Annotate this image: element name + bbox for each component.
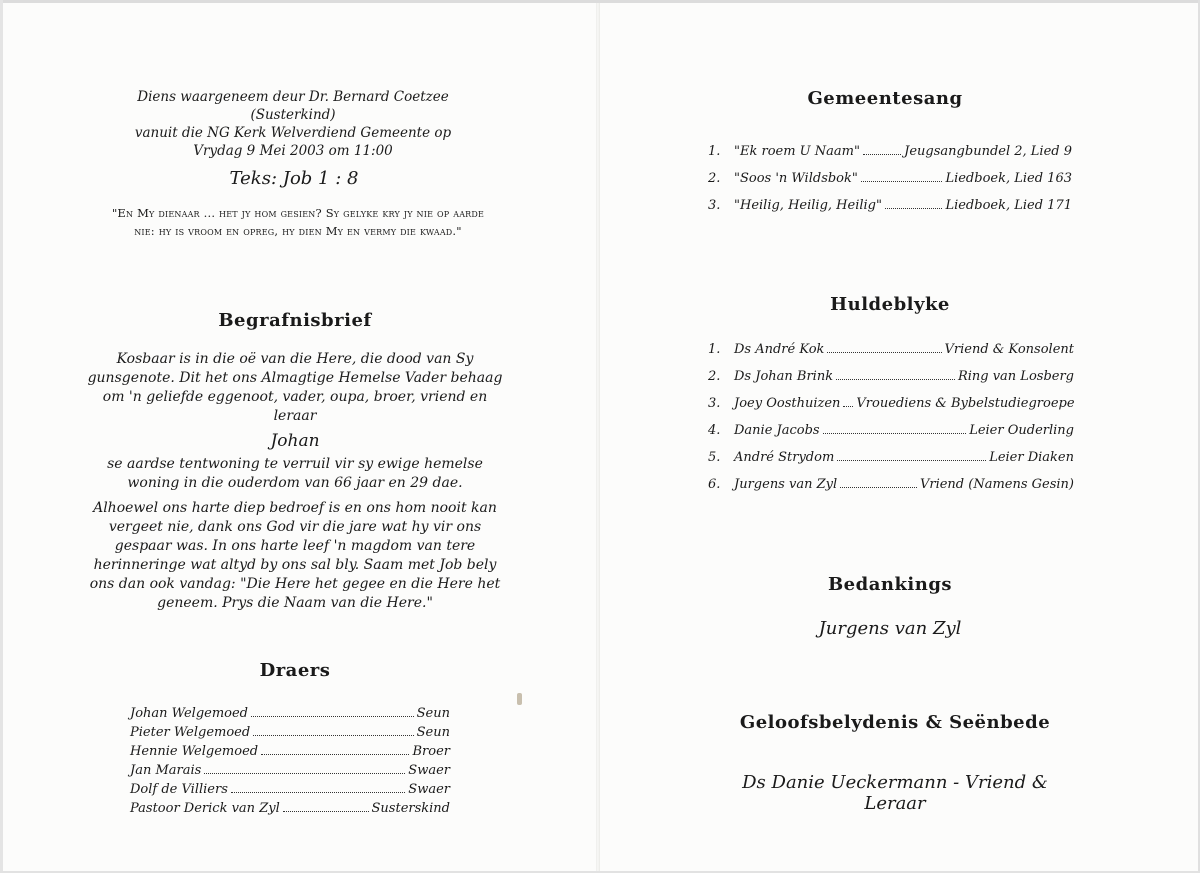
item-number: 3. [708, 396, 721, 411]
geloofsbelydenis-leader: Ds Danie Ueckermann - Vriend & Leraar [742, 772, 1048, 814]
tribute-name: André Strydom [734, 450, 835, 465]
list-item [708, 471, 1074, 498]
hymn-title: "Ek roem U Naam" [734, 144, 860, 159]
list-item [708, 192, 1072, 219]
list-item [708, 165, 1072, 192]
tribute-name: Jurgens van Zyl [734, 477, 838, 492]
scripture-verse: "En My dienaar ... het jy hom gesien? Sy gelyke kry jy nie op aarde nie: hy is vroom en opreg, hy dien My en vermy die kwaad." [111, 206, 485, 238]
bedankings-name: Jurgens van Zyl [818, 618, 962, 639]
hymn-source: Liedboek, Lied 163 [945, 171, 1072, 186]
draer-relation: Susterskind [371, 801, 450, 817]
item-number: 4. [708, 423, 721, 438]
draer-relation: Swaer [408, 782, 450, 798]
dot-leader [836, 367, 955, 380]
draer-name: Pastoor Derick van Zyl [130, 801, 280, 817]
list-item [708, 336, 1074, 363]
tribute-role: Vrouediens & Bybelstudiegroepe [856, 396, 1075, 411]
item-number: 5. [708, 450, 721, 465]
item-number: 2. [708, 369, 721, 384]
list-item [708, 390, 1074, 417]
draers-heading: Draers [259, 660, 331, 681]
item-number: 1. [708, 342, 721, 357]
tribute-role: Vriend (Namens Gesin) [919, 477, 1074, 492]
tribute-list [708, 336, 1074, 498]
begrafnisbrief-text [80, 350, 510, 619]
tribute-name: Joey Oosthuizen [734, 396, 841, 411]
dot-leader [843, 394, 853, 407]
dot-leader [251, 704, 414, 717]
hymn-list [708, 138, 1072, 219]
dot-leader [840, 475, 917, 488]
tribute-role: Ring van Losberg [957, 369, 1074, 384]
draer-name: Pieter Welgemoed [130, 724, 251, 740]
tribute-name: Danie Jacobs [734, 423, 820, 438]
list-item [130, 780, 450, 799]
scan-edge-top [0, 0, 1200, 3]
draer-name: Hennie Welgemoed [130, 743, 259, 759]
hymn-title: "Heilig, Heilig, Heilig" [734, 198, 882, 213]
scripture-reference: Teks: Job 1 : 8 [229, 168, 359, 189]
tribute-name: Ds Johan Brink [734, 369, 834, 384]
item-number: 2. [708, 171, 721, 186]
item-number: 1. [708, 144, 721, 159]
dot-leader [861, 169, 943, 182]
dot-leader [261, 742, 409, 755]
list-item [708, 138, 1072, 165]
huldeblyke-heading: Huldeblyke [830, 294, 950, 315]
list-item [130, 761, 450, 780]
dot-leader [231, 780, 405, 793]
begrafnisbrief-heading: Begrafnisbrief [218, 310, 372, 331]
dot-leader [253, 723, 413, 736]
list-item [708, 417, 1074, 444]
geloofsbelydenis-heading: Geloofsbelydenis & Seënbede [739, 712, 1051, 733]
service-line-1: Diens waargeneem deur Dr. Bernard Coetzee (Susterkind) [137, 89, 449, 123]
paper-mark [517, 693, 522, 705]
draer-relation: Seun [416, 724, 450, 740]
begrafnisbrief-paragraph-3: Alhoewel ons harte diep bedroef is en ons hom nooit kan vergeet nie, dank ons God vir die jare wat hy vir ons gespaar was. In ons harte leef 'n magdom van tere herinneringe wat altyd by ons sal bly. Saam met Job bely ons dan ook vandag: "Die Here het gegee en die Here het geneem. Prys die Naam van die Here." [89, 500, 501, 611]
item-number: 3. [708, 198, 721, 213]
tribute-role: Leier Diaken [989, 450, 1074, 465]
bedankings-heading: Bedankings [827, 574, 953, 595]
hymn-source: Jeugsangbundel 2, Lied 9 [904, 144, 1072, 159]
tribute-role: Leier Ouderling [969, 423, 1074, 438]
list-item [130, 799, 450, 818]
tribute-name: Ds André Kok [734, 342, 825, 357]
draer-relation: Seun [416, 705, 450, 721]
service-line-2: vanuit die NG Kerk Welverdiend Gemeente op [134, 125, 452, 141]
list-item [130, 704, 450, 723]
dot-leader [837, 448, 986, 461]
hymn-title: "Soos 'n Wildsbok" [734, 171, 858, 186]
dot-leader [863, 142, 901, 155]
scan-edge-left [0, 0, 3, 873]
hymn-source: Liedboek, Lied 171 [945, 198, 1072, 213]
dot-leader [283, 799, 369, 812]
deceased-name: Johan [270, 431, 320, 451]
page-fold [596, 0, 600, 873]
draer-relation: Swaer [408, 762, 450, 778]
item-number: 6. [708, 477, 721, 492]
tribute-role: Vriend & Konsolent [944, 342, 1074, 357]
begrafnisbrief-paragraph-2: se aardse tentwoning te verruil vir sy ewige hemelse woning in die ouderdom van 66 jaar en 29 dae. [107, 456, 483, 491]
list-item [130, 742, 450, 761]
draer-name: Jan Marais [130, 762, 202, 778]
list-item [130, 723, 450, 742]
list-item [708, 444, 1074, 471]
dot-leader [827, 340, 941, 353]
list-item [708, 363, 1074, 390]
dot-leader [823, 421, 967, 434]
begrafnisbrief-paragraph-1: Kosbaar is in die oë van die Here, die dood van Sy gunsgenote. Dit het ons Almagtige Hemelse Vader behaag om 'n geliefde eggenoot, vader, oupa, broer, vriend en leraar [87, 351, 503, 424]
draer-name: Dolf de Villiers [130, 782, 228, 798]
service-details [98, 88, 488, 160]
draer-name: Johan Welgemoed [130, 705, 249, 721]
draer-relation: Broer [412, 743, 450, 759]
service-line-3: Vrydag 9 Mei 2003 om 11:00 [193, 143, 393, 159]
draers-list [130, 704, 450, 819]
dot-leader [204, 761, 405, 774]
gemeentesang-heading: Gemeentesang [807, 88, 963, 109]
dot-leader [885, 196, 942, 209]
